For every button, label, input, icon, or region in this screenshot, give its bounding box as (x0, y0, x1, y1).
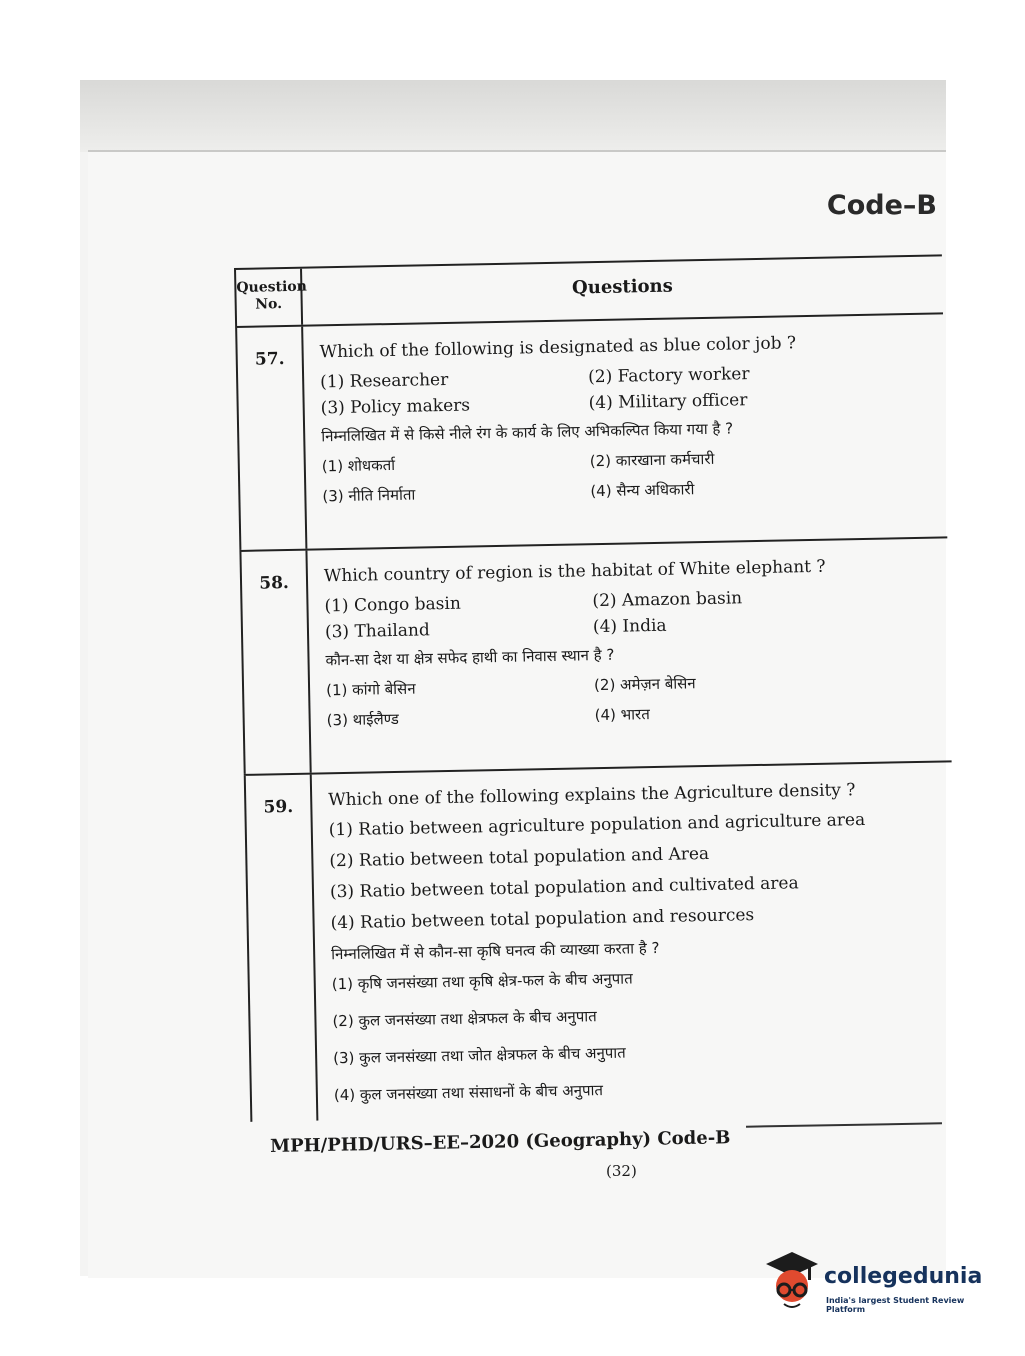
option-en: (4) India (592, 615, 667, 638)
question-text-en: Which of the following is designated as blue color job ? (319, 333, 797, 363)
question-row (235, 314, 947, 552)
question-number: 59. (244, 775, 319, 1122)
option-hi: (4) सैन्य अधिकारी (590, 480, 695, 501)
question-number: 58. (239, 551, 311, 774)
options-en (329, 808, 955, 933)
option-hi: (2) कुल जनसंख्या तथा क्षेत्रफल के बीच अनुपात (332, 1007, 597, 1031)
scan-top-shadow (80, 80, 946, 152)
logo-wordmark: collegedunia (824, 1264, 983, 1289)
questions-header: Questions (571, 275, 673, 299)
option-en: (2) Factory worker (587, 364, 750, 388)
option-en: (3) Policy makers (320, 395, 471, 419)
question-body (303, 314, 947, 548)
options-hi (322, 444, 947, 506)
options-en (324, 584, 949, 642)
question-text-hi: निम्नलिखित में से कौन-सा कृषि घनत्व की व्याख्या करता है ? (331, 938, 660, 964)
question-row (244, 762, 959, 1122)
question-text-hi: निम्नलिखित में से किसे नीले रंग के कार्य के लिए अभिकल्पित किया गया है ? (321, 419, 734, 446)
option-en: (1) Ratio between agriculture population and agriculture area (328, 809, 866, 841)
option-hi: (4) कुल जनसंख्या तथा संसाधनों के बीच अनुपात (333, 1081, 604, 1105)
option-en: (2) Amazon basin (592, 588, 743, 612)
question-body (312, 762, 959, 1120)
logo-tagline: India's largest Student Review Platform (826, 1296, 965, 1314)
option-hi: (3) नीति निर्माता (322, 485, 416, 506)
option-hi: (1) शोधकर्ता (321, 455, 396, 476)
option-en: (1) Researcher (320, 369, 449, 393)
question-no-header: Question No. (234, 269, 303, 326)
mascot-icon (764, 1250, 820, 1316)
options-hi (326, 668, 951, 730)
option-hi: (1) कृषि जनसंख्या तथा कृषि क्षेत्र-फल के बीच अनुपात (331, 969, 633, 994)
option-en: (4) Ratio between total population and resources (330, 905, 755, 934)
option-en: (3) Thailand (324, 620, 430, 643)
page-footer: MPH/PHD/URS–EE–2020 (Geography) Code-B (270, 1127, 731, 1157)
question-text-hi: कौन-सा देश या क्षेत्र सफेद हाथी का निवास स्थान है ? (325, 645, 615, 670)
question-body (307, 538, 951, 772)
option-hi: (2) अमेज़न बेसिन (593, 674, 696, 695)
question-row (239, 538, 951, 776)
question-text-en: Which country of region is the habitat of White elephant ? (323, 556, 826, 587)
option-hi: (3) थाईलैण्ड (326, 709, 400, 730)
option-hi: (4) भारत (594, 705, 650, 725)
option-en: (1) Congo basin (324, 593, 462, 617)
option-en: (4) Military officer (588, 390, 748, 414)
collegedunia-logo (764, 1250, 1004, 1320)
option-en: (3) Ratio between total population and cultivated area (329, 873, 799, 903)
option-en: (2) Ratio between total population and Area (329, 843, 710, 872)
options-en (320, 360, 945, 418)
question-number: 57. (235, 327, 307, 550)
option-hi: (1) कांगो बेसिन (325, 679, 416, 700)
question-text-en: Which one of the following explains the Agriculture density ? (328, 780, 856, 811)
page-code-heading: Code–B (826, 190, 937, 221)
option-hi: (2) कारखाना कर्मचारी (589, 449, 715, 471)
page-number: (32) (606, 1162, 637, 1180)
options-hi (332, 962, 958, 1105)
option-hi: (3) कुल जनसंख्या तथा जोत क्षेत्रफल के बीच अनुपात (333, 1043, 626, 1068)
question-table (234, 254, 958, 1121)
